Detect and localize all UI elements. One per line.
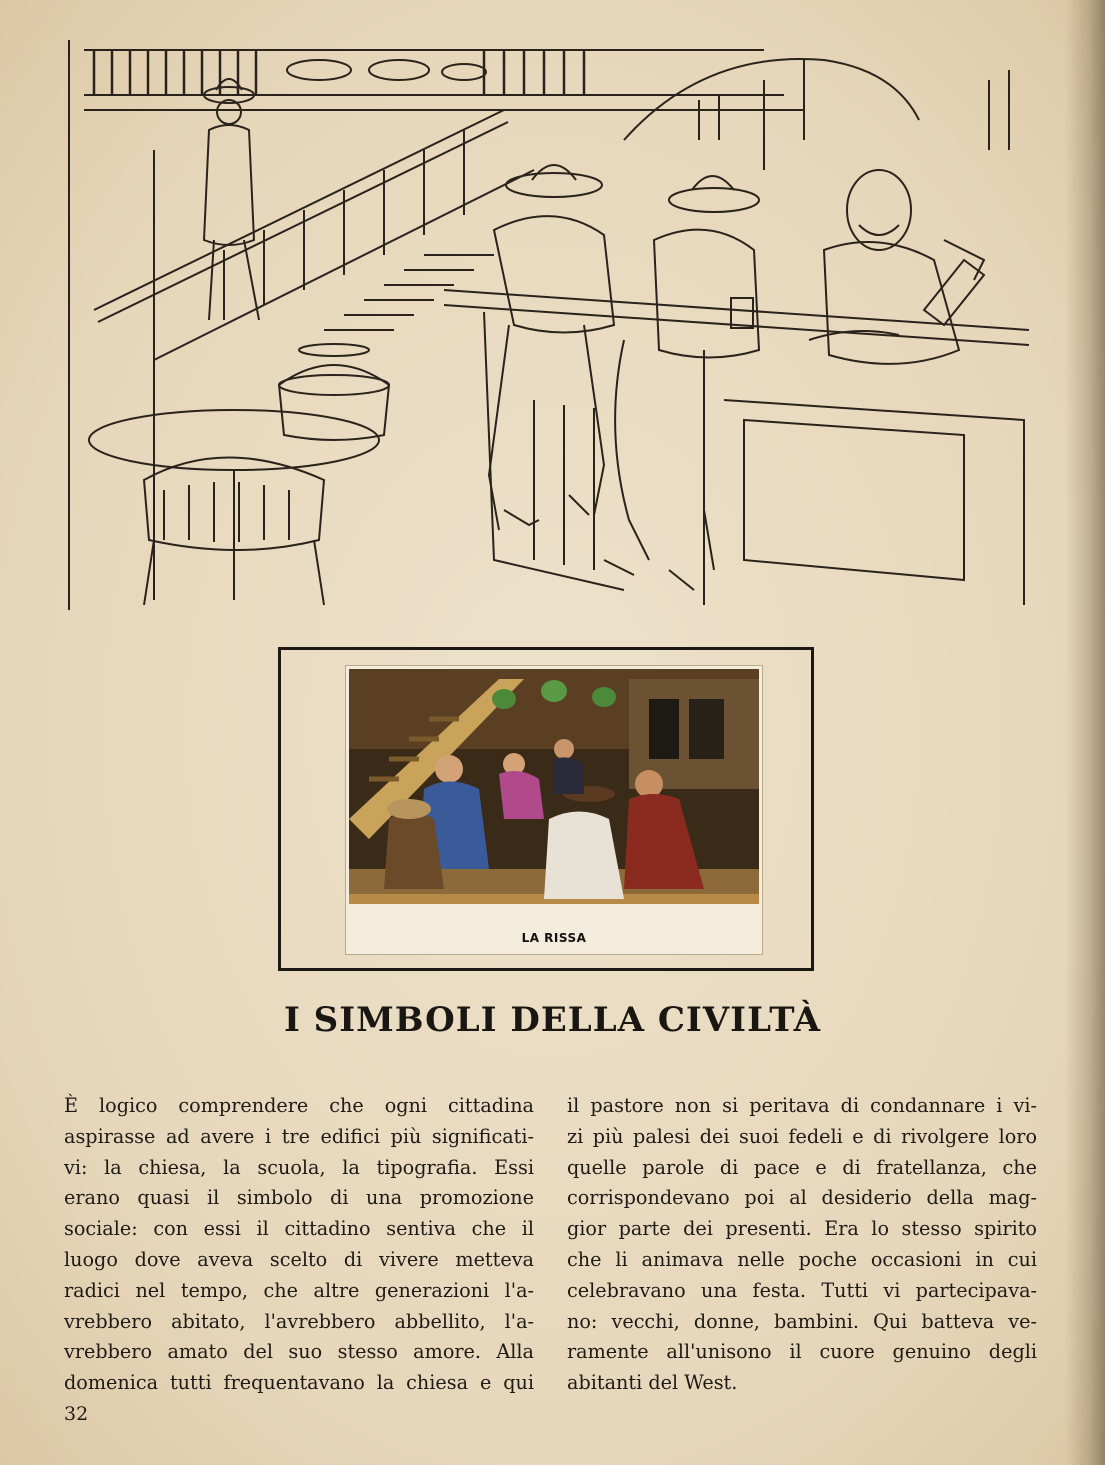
- section-heading: I SIMBOLI DELLA CIVILTÀ: [283, 1000, 822, 1040]
- left-line: aspirasse ad avere i tre edifici più significati-: [64, 1124, 534, 1148]
- left-line: vrebbero abitato, l'avrebbero abbellito, l'a-: [64, 1309, 534, 1333]
- left-text-column: [64, 1091, 534, 1399]
- left-line: erano quasi il simbolo di una promozione: [64, 1186, 534, 1210]
- left-line: domenica tutti frequentavano la chiesa e qui: [64, 1371, 534, 1395]
- brawl-painting: [349, 669, 759, 927]
- page-number: 32: [64, 1403, 89, 1425]
- right-line: zi più palesi dei suoi fedeli e di rivolgere loro: [567, 1124, 1037, 1148]
- show-through-left: [70, 810, 75, 830]
- saloon-illustration: [64, 40, 1029, 610]
- right-text-column: [567, 1091, 1037, 1399]
- right-line: quelle parole di pace e di fratellanza, che: [567, 1155, 1037, 1179]
- right-line: no: vecchi, donne, bambini. Qui batteva ve-: [567, 1309, 1037, 1333]
- picture-caption: LA RISSA: [521, 931, 587, 945]
- right-line: abitanti del West.: [567, 1371, 738, 1395]
- left-line: radici nel tempo, che altre generazioni l'a-: [64, 1278, 534, 1302]
- picture-card: [345, 665, 763, 955]
- left-line: sociale: con essi il cittadino sentiva che il: [64, 1217, 534, 1241]
- right-line: che li animava nelle poche occasioni in cui: [567, 1247, 1037, 1271]
- right-line: il pastore non si peritava di condannare i vi-: [567, 1094, 1037, 1117]
- right-line: corrispondevano poi al desiderio della mag-: [567, 1186, 1037, 1210]
- picture-frame: [278, 647, 814, 971]
- right-line: gior parte dei presenti. Era lo stesso spirito: [567, 1217, 1037, 1241]
- right-line: celebravano una festa. Tutti vi partecipava-: [567, 1278, 1037, 1302]
- left-line: vrebbero amato del suo stesso amore. Alla: [64, 1340, 534, 1364]
- left-line: luogo dove aveva scelto di vivere metteva: [64, 1247, 534, 1271]
- right-line: ramente all'unisono il cuore genuino degli: [567, 1340, 1037, 1364]
- page-spine-shadow: [1065, 0, 1105, 1465]
- left-line: vi: la chiesa, la scuola, la tipografia. Essi: [64, 1155, 534, 1179]
- left-line: È logico comprendere che ogni cittadina: [64, 1094, 534, 1117]
